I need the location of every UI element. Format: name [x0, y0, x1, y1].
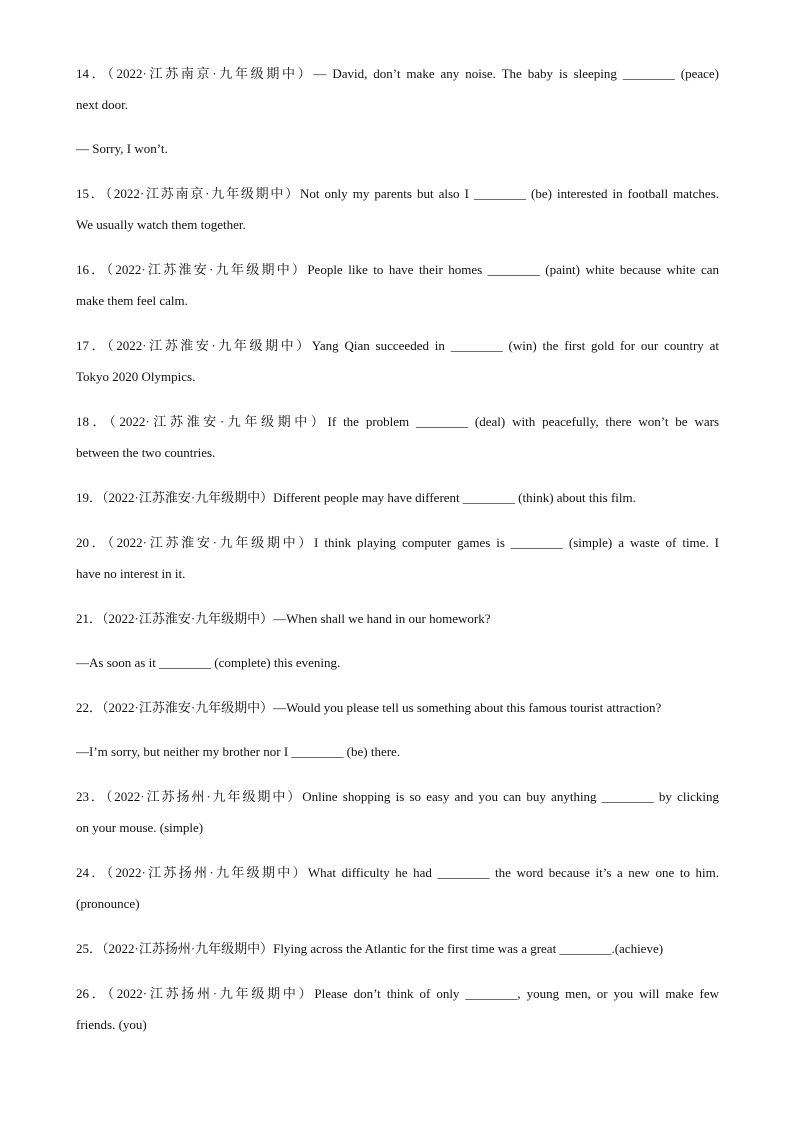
question-24: [76, 857, 719, 919]
question-text-line: 19．（2022·江苏淮安·九年级期中）Different people may have different ________ (think) about this film.: [76, 490, 636, 505]
question-text-line: make them feel calm.: [76, 293, 188, 308]
question-15: [76, 178, 719, 240]
question-text-line: (pronounce): [76, 896, 140, 911]
question-16: [76, 254, 719, 316]
question-text-line: 15．（2022·江苏南京·九年级期中）Not only my parents but also I ________ (be) interested in football matches.: [76, 186, 719, 201]
question-text-line: 20．（2022·江苏淮安·九年级期中）I think playing computer games is ________ (simple) a waste of time. I: [76, 535, 719, 550]
question-text-line: 26．（2022·江苏扬州·九年级期中）Please don’t think of only ________, young men, or you will make few: [76, 986, 719, 1001]
question-14: [76, 58, 719, 164]
question-text-line: 25．（2022·江苏扬州·九年级期中）Flying across the Atlantic for the first time was a great ________.(achieve): [76, 941, 664, 956]
question-text-line: friends. (you): [76, 1017, 147, 1032]
question-text-line: 14．（2022·江苏南京·九年级期中）— David, don’t make any noise. The baby is sleeping ________ (peace): [76, 66, 719, 81]
question-21: [76, 603, 719, 678]
question-text-line: next door.: [76, 97, 128, 112]
question-text-line: We usually watch them together.: [76, 217, 246, 232]
question-text-line: 21．（2022·江苏淮安·九年级期中）—When shall we hand in our homework?: [76, 611, 491, 626]
question-18: [76, 406, 719, 468]
question-text-line: between the two countries.: [76, 445, 216, 460]
question-text-line: on your mouse. (simple): [76, 820, 204, 835]
question-text-line: have no interest in it.: [76, 566, 186, 581]
question-23: [76, 781, 719, 843]
question-22: [76, 692, 719, 767]
question-reply: — Sorry, I won’t.: [76, 141, 168, 156]
question-text-line: 24．（2022·江苏扬州·九年级期中）What difficulty he had ________ the word because it’s a new one to him.: [76, 865, 719, 880]
question-25: [76, 933, 719, 964]
question-reply: —I’m sorry, but neither my brother nor I ________ (be) there.: [76, 744, 401, 759]
question-19: [76, 482, 719, 513]
question-26: [76, 978, 719, 1040]
question-text-line: Tokyo 2020 Olympics.: [76, 369, 196, 384]
question-text-line: 18．（2022·江苏淮安·九年级期中）If the problem ________ (deal) with peacefully, there won’t be wars: [76, 414, 719, 429]
question-text-line: 16．（2022·江苏淮安·九年级期中）People like to have their homes ________ (paint) white because white can: [76, 262, 719, 277]
question-text-line: 23．（2022·江苏扬州·九年级期中）Online shopping is so easy and you can buy anything ________ by clicking: [76, 789, 719, 804]
question-reply: —As soon as it ________ (complete) this evening.: [76, 655, 341, 670]
question-17: [76, 330, 719, 392]
question-text-line: 17．（2022·江苏淮安·九年级期中）Yang Qian succeeded in ________ (win) the first gold for our country at: [76, 338, 719, 353]
worksheet-page: [76, 58, 719, 1040]
question-20: [76, 527, 719, 589]
question-text-line: 22．（2022·江苏淮安·九年级期中）—Would you please tell us something about this famous tourist attraction?: [76, 700, 662, 715]
